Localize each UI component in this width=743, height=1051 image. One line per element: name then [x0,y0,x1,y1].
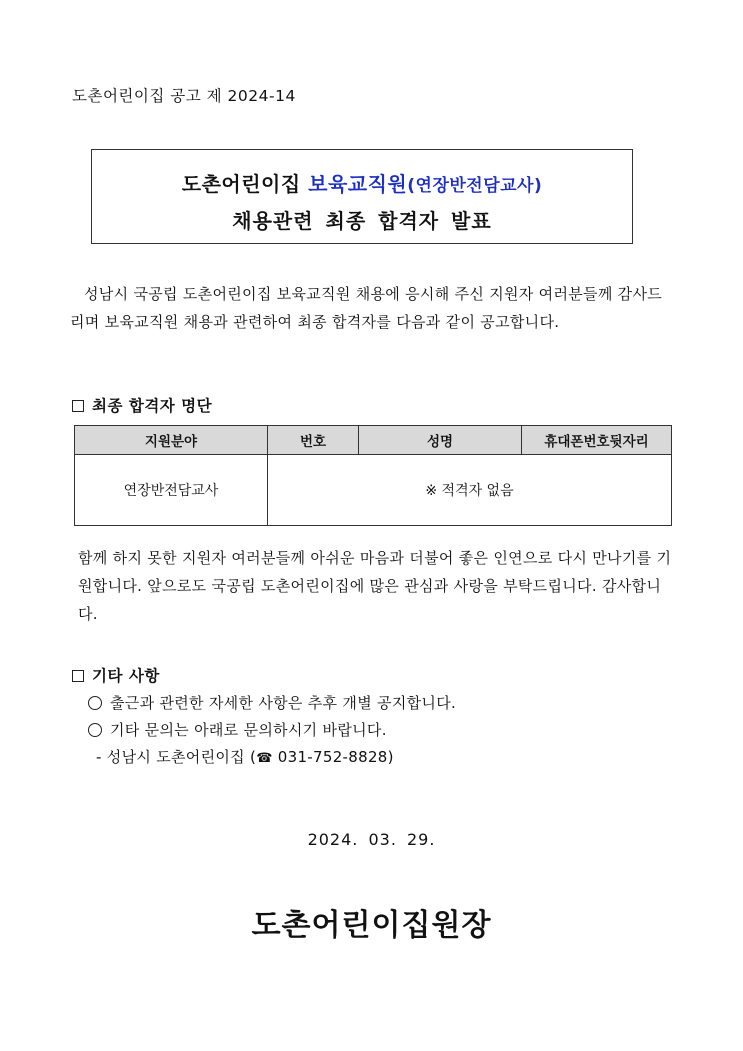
table-cell-note: ※ 적격자 없음 [268,455,672,526]
table-header-row [75,426,672,455]
title-line-2: 채용관련 최종 합격자 발표 [232,209,492,233]
notice-date: 2024. 03. 29. [307,830,436,849]
signature: 도촌어린이집원장 [251,908,492,943]
etc-list [88,690,456,772]
table-header: 지원분야 [75,426,268,455]
table-header: 번호 [268,426,359,455]
list-item [88,717,456,744]
list-item [88,690,456,717]
contact-line [88,744,456,772]
phone-icon: ☎ [256,751,273,766]
checkbox-square-icon [72,670,84,682]
list-item-text: 출근과 관련한 자세한 사항은 추후 개별 공지합니다. [110,694,457,712]
section-heading-results-label: 최종 합격자 명단 [92,397,213,415]
circle-bullet-icon [88,696,102,710]
notice-number: 도촌어린이집 공고 제 2024-14 [72,87,296,105]
title-prefix: 도촌어린이집 [181,172,309,196]
table-row [75,455,672,526]
results-table [74,425,672,526]
circle-bullet-icon [88,723,102,737]
title-accent-small: (연장반전담교사) [407,176,543,196]
checkbox-square-icon [72,400,84,412]
table-cell-field: 연장반전담교사 [75,455,268,526]
contact-phone: 031-752-8828) [277,748,394,766]
title-box [91,149,633,244]
table-header: 성명 [359,426,522,455]
section-heading-etc [72,664,160,686]
title-line-1 [92,168,632,197]
contact-prefix: - 성남시 도촌어린이집 ( [96,748,257,766]
section-heading-results [72,394,212,416]
table-header: 휴대폰번호뒷자리 [522,426,672,455]
section-heading-etc-label: 기타 사항 [92,667,160,685]
list-item-text: 기타 문의는 아래로 문의하시기 바랍니다. [110,721,387,739]
closing-paragraph: 함께 하지 못한 지원자 여러분들께 아쉬운 마음과 더불어 좋은 인연으로 다시 만나기를 기원합니다. 앞으로도 국공립 도촌어린이집에 많은 관심과 사랑을 부탁드립니다. 감사합니다. [78,549,672,623]
intro-paragraph: 성남시 국공립 도촌어린이집 보육교직원 채용에 응시해 주신 지원자 여러분들께 감사드리며 보육교직원 채용과 관련하여 최종 합격자를 다음과 같이 공고합니다. [70,285,663,331]
title-accent: 보육교직원 [308,172,408,196]
